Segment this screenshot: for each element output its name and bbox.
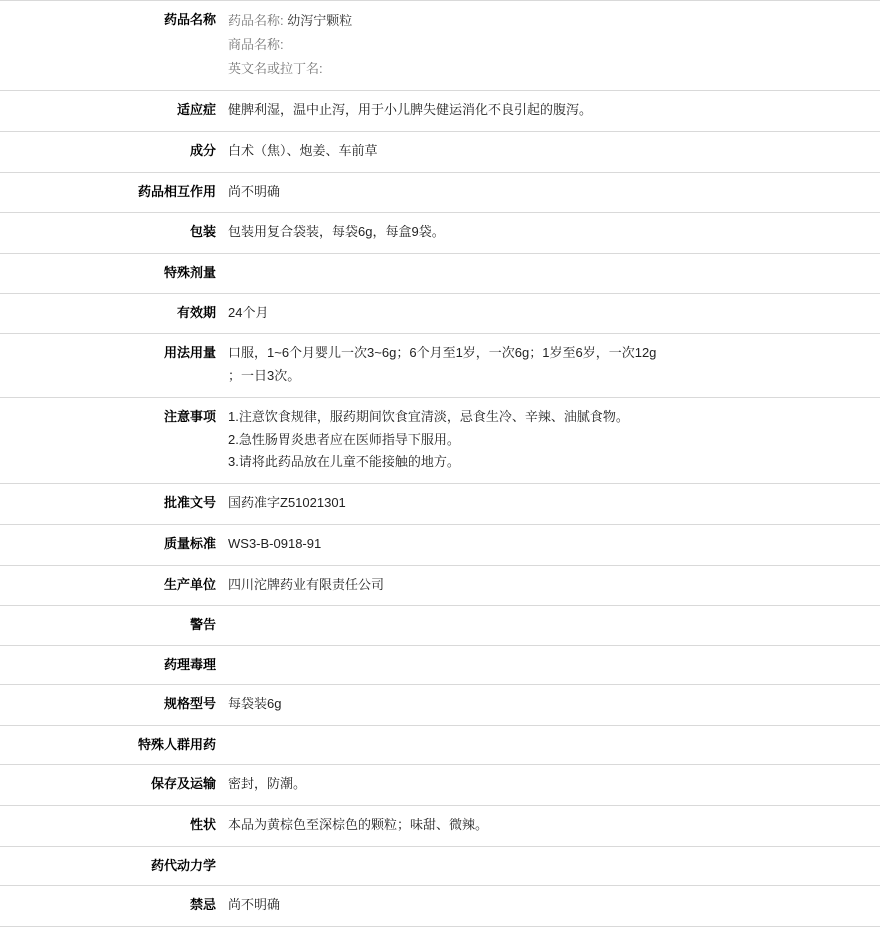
- value-line: 尚不明确: [228, 183, 281, 199]
- table-row: [0, 213, 880, 254]
- value-line: 24个月: [228, 304, 269, 320]
- value-line: 尚不明确: [228, 897, 281, 913]
- row-label: 特殊人群用药: [0, 725, 222, 764]
- row-label: 生产单位: [0, 565, 222, 606]
- name-sub-value: 幼泻宁颗粒: [287, 13, 353, 28]
- empty-value: [228, 654, 232, 675]
- row-value: [222, 765, 880, 806]
- row-label: 用法用量: [0, 334, 222, 398]
- table-row: [0, 645, 880, 684]
- value-line: 3.请将此药品放在儿童不能接触的地方。: [228, 454, 460, 470]
- value-line: 密封，防潮。: [228, 776, 307, 792]
- row-value: [222, 645, 880, 684]
- value-line: ；一日3次。: [228, 368, 301, 384]
- row-label: 规格型号: [0, 685, 222, 726]
- value-line: 口服，1~6个月婴儿一次3~6g；6个月至1岁，一次6g；1岁至6岁，一次12g: [228, 345, 657, 361]
- table-row: [0, 484, 880, 525]
- table-row: [0, 91, 880, 132]
- row-value: [222, 1, 880, 91]
- table-row: [0, 606, 880, 645]
- table-row: [0, 685, 880, 726]
- row-value: [222, 91, 880, 132]
- row-label: 性状: [0, 806, 222, 847]
- row-label: 药代动力学: [0, 846, 222, 885]
- value-line: 四川沱牌药业有限责任公司: [228, 576, 385, 592]
- table-row: [0, 886, 880, 927]
- row-value: [222, 565, 880, 606]
- table-row: [0, 397, 880, 483]
- row-value: [222, 886, 880, 927]
- empty-value: [228, 734, 232, 755]
- row-value: [222, 131, 880, 172]
- name-sub-key: 商品名称:: [228, 37, 284, 53]
- row-label: 药品相互作用: [0, 172, 222, 213]
- name-sub-row: [228, 57, 880, 81]
- row-value: [222, 213, 880, 254]
- value-line: 1.注意饮食规律，服药期间饮食宜清淡，忌食生冷、辛辣、油腻食物。: [228, 408, 629, 424]
- table-row: [0, 806, 880, 847]
- row-label: 适应症: [0, 91, 222, 132]
- table-row: [0, 293, 880, 334]
- row-value: [222, 172, 880, 213]
- value-line: 白术（焦）、炮姜、车前草: [228, 142, 378, 158]
- name-sub-key: 药品名称:: [228, 13, 284, 28]
- row-value: [222, 524, 880, 565]
- row-value: [222, 254, 880, 293]
- table-row: [0, 565, 880, 606]
- value-line: 2.急性肠胃炎患者应在医师指导下服用。: [228, 431, 460, 447]
- row-value: [222, 725, 880, 764]
- value-line: 健脾利湿，温中止泻，用于小儿脾失健运消化不良引起的腹泻。: [228, 102, 593, 118]
- drug-info-table-body: [0, 1, 880, 927]
- table-row: [0, 254, 880, 293]
- table-row: [0, 131, 880, 172]
- table-row: [0, 765, 880, 806]
- table-row: [0, 524, 880, 565]
- table-row: [0, 334, 880, 398]
- row-value: [222, 293, 880, 334]
- row-value: [222, 484, 880, 525]
- table-row: [0, 725, 880, 764]
- row-label: 质量标准: [0, 524, 222, 565]
- row-label: 注意事项: [0, 397, 222, 483]
- row-value: [222, 846, 880, 885]
- value-line: 每袋装6g: [228, 696, 282, 712]
- row-value: [222, 606, 880, 645]
- row-label: 药品名称: [0, 1, 222, 91]
- row-label: 药理毒理: [0, 645, 222, 684]
- name-sub-row: [228, 9, 880, 33]
- value-line: 国药准字Z51021301: [228, 495, 346, 511]
- table-row: [0, 1, 880, 91]
- row-value: [222, 334, 880, 398]
- name-sub-row: [228, 33, 880, 57]
- value-line: 包装用复合袋装，每袋6g，每盒9袋。: [228, 224, 445, 240]
- row-value: [222, 685, 880, 726]
- row-label: 批准文号: [0, 484, 222, 525]
- row-value: [222, 397, 880, 483]
- empty-value: [228, 855, 232, 876]
- row-label: 特殊剂量: [0, 254, 222, 293]
- row-label: 禁忌: [0, 886, 222, 927]
- row-label: 有效期: [0, 293, 222, 334]
- table-row: [0, 846, 880, 885]
- row-label: 警告: [0, 606, 222, 645]
- row-value: [222, 806, 880, 847]
- value-line: WS3-B-0918-91: [228, 535, 322, 551]
- row-label: 成分: [0, 131, 222, 172]
- name-sub-key: 英文名或拉丁名:: [228, 61, 323, 77]
- empty-value: [228, 262, 232, 283]
- empty-value: [228, 614, 232, 635]
- row-label: 包装: [0, 213, 222, 254]
- table-row: [0, 172, 880, 213]
- value-line: 本品为黄棕色至深棕色的颗粒；味甜、微辣。: [228, 817, 489, 833]
- row-label: 保存及运输: [0, 765, 222, 806]
